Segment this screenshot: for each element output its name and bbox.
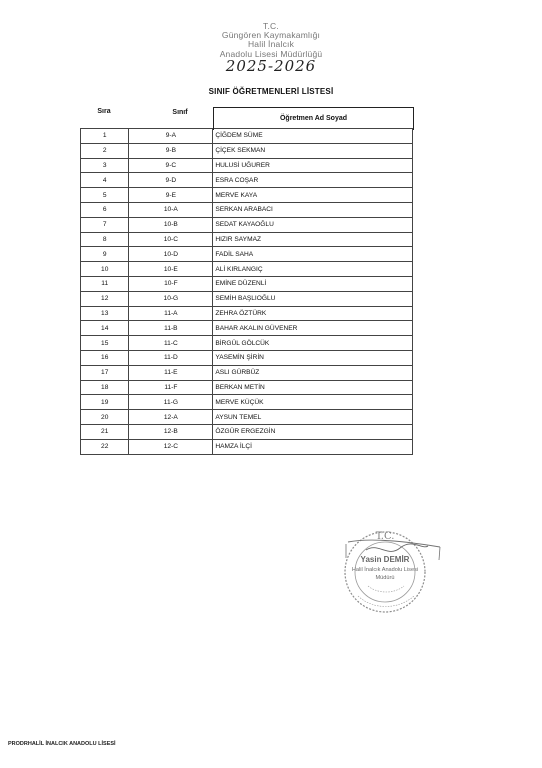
stamp-signatory-name: Yasin DEMİR xyxy=(360,555,410,564)
row-number: 21 xyxy=(81,424,129,439)
row-class: 9-E xyxy=(129,188,213,203)
academic-year: 2025-2026 xyxy=(225,56,317,75)
row-number: 11 xyxy=(81,276,129,291)
row-teacher-name: MERVE KAYA xyxy=(213,188,413,203)
table-row xyxy=(81,291,413,306)
footer-note: PRODRHALİL İNALCIK ANADOLU LİSESİ xyxy=(8,741,116,747)
row-teacher-name: BAHAR AKALIN GÜVENER xyxy=(213,321,413,336)
row-teacher-name: ÖZGÜR ERGEZGİN xyxy=(213,424,413,439)
row-teacher-name: ZEHRA ÖZTÜRK xyxy=(213,306,413,321)
row-class: 12-B xyxy=(129,424,213,439)
row-teacher-name: SEDAT KAYAOĞLU xyxy=(213,217,413,232)
row-class: 10-D xyxy=(129,247,213,262)
table-row xyxy=(81,188,413,203)
row-number: 22 xyxy=(81,439,129,454)
row-class: 10-B xyxy=(129,217,213,232)
table-row xyxy=(81,276,413,291)
row-teacher-name: EMİNE DÜZENLİ xyxy=(213,276,413,291)
row-teacher-name: ÇİĞDEM SÜME xyxy=(213,129,413,144)
row-number: 15 xyxy=(81,336,129,351)
row-teacher-name: BİRGÜL GÖLCÜK xyxy=(213,336,413,351)
row-teacher-name: SERKAN ARABACI xyxy=(213,202,413,217)
row-teacher-name: YASEMİN ŞİRİN xyxy=(213,350,413,365)
row-number: 14 xyxy=(81,321,129,336)
row-number: 8 xyxy=(81,232,129,247)
row-class: 11-C xyxy=(129,336,213,351)
column-header-sinif: Sınıf xyxy=(172,109,188,116)
row-teacher-name: ESRA COŞAR xyxy=(213,173,413,188)
table-row xyxy=(81,232,413,247)
row-number: 13 xyxy=(81,306,129,321)
official-stamp xyxy=(328,520,446,618)
table-row xyxy=(81,439,413,454)
row-class: 9-D xyxy=(129,173,213,188)
row-number: 6 xyxy=(81,202,129,217)
table-row xyxy=(81,350,413,365)
row-number: 5 xyxy=(81,188,129,203)
row-class: 11-B xyxy=(129,321,213,336)
row-teacher-name: HIZIR SAYMAZ xyxy=(213,232,413,247)
stamp-organization: Halil İnalcık Anadolu Lisesi xyxy=(351,567,419,573)
table-row xyxy=(81,336,413,351)
row-number: 9 xyxy=(81,247,129,262)
row-number: 16 xyxy=(81,350,129,365)
row-number: 7 xyxy=(81,217,129,232)
row-number: 18 xyxy=(81,380,129,395)
row-class: 10-C xyxy=(129,232,213,247)
row-number: 12 xyxy=(81,291,129,306)
row-teacher-name: ALİ KIRLANGIÇ xyxy=(213,262,413,277)
row-class: 12-C xyxy=(129,439,213,454)
table-row xyxy=(81,173,413,188)
table-row xyxy=(81,306,413,321)
row-teacher-name: ASLI GÜRBÜZ xyxy=(213,365,413,380)
row-class: 9-C xyxy=(129,158,213,173)
table-row xyxy=(81,262,413,277)
row-teacher-name: SEMİH BAŞLIOĞLU xyxy=(213,291,413,306)
header-line-kaymakamlik: Güngören Kaymakamlığı xyxy=(221,30,321,41)
row-teacher-name: ÇİÇEK SEKMAN xyxy=(213,143,413,158)
table-row xyxy=(81,365,413,380)
row-number: 2 xyxy=(81,143,129,158)
table-row xyxy=(81,321,413,336)
header-line-tc: T.C. xyxy=(263,21,279,31)
row-class: 10-G xyxy=(129,291,213,306)
document-header xyxy=(0,22,542,74)
stamp-ring-text: T.C. xyxy=(375,531,395,542)
row-number: 10 xyxy=(81,262,129,277)
row-number: 3 xyxy=(81,158,129,173)
table-row xyxy=(81,202,413,217)
row-teacher-name: FADİL SAHA xyxy=(213,247,413,262)
row-class: 10-F xyxy=(129,276,213,291)
table-row xyxy=(81,247,413,262)
row-class: 10-E xyxy=(129,262,213,277)
header-line-mudurluk: Anadolu Lisesi Müdürlüğü xyxy=(219,48,323,59)
row-class: 9-B xyxy=(129,143,213,158)
row-number: 19 xyxy=(81,395,129,410)
table-row xyxy=(81,158,413,173)
column-header-sira: Sıra xyxy=(97,108,111,115)
row-class: 11-D xyxy=(129,350,213,365)
table-header xyxy=(80,104,413,128)
row-teacher-name: MERVE KÜÇÜK xyxy=(213,395,413,410)
table-row xyxy=(81,380,413,395)
row-teacher-name: BERKAN METİN xyxy=(213,380,413,395)
row-number: 1 xyxy=(81,129,129,144)
row-class: 9-A xyxy=(129,129,213,144)
header-line-school-name: Halil İnalcık xyxy=(247,39,295,50)
row-number: 20 xyxy=(81,410,129,425)
teacher-table xyxy=(80,104,413,455)
row-class: 11-E xyxy=(129,365,213,380)
row-class: 11-F xyxy=(129,380,213,395)
table-row xyxy=(81,143,413,158)
row-teacher-name: HAMZA İLÇİ xyxy=(213,439,413,454)
teacher-list xyxy=(80,128,413,455)
table-row xyxy=(81,424,413,439)
column-header-teacher: Öğretmen Ad Soyad xyxy=(213,107,414,130)
row-class: 11-A xyxy=(129,306,213,321)
row-teacher-name: AYSUN TEMEL xyxy=(213,410,413,425)
row-class: 10-A xyxy=(129,202,213,217)
table-row xyxy=(81,410,413,425)
document-title: SINIF ÖĞRETMENLERİ LİSTESİ xyxy=(208,87,334,96)
row-number: 17 xyxy=(81,365,129,380)
stamp-role: Müdürü xyxy=(375,575,395,581)
table-row xyxy=(81,395,413,410)
table-row xyxy=(81,217,413,232)
row-teacher-name: HULUSİ UĞURER xyxy=(213,158,413,173)
table-row xyxy=(81,129,413,144)
row-number: 4 xyxy=(81,173,129,188)
row-class: 11-G xyxy=(129,395,213,410)
row-class: 12-A xyxy=(129,410,213,425)
